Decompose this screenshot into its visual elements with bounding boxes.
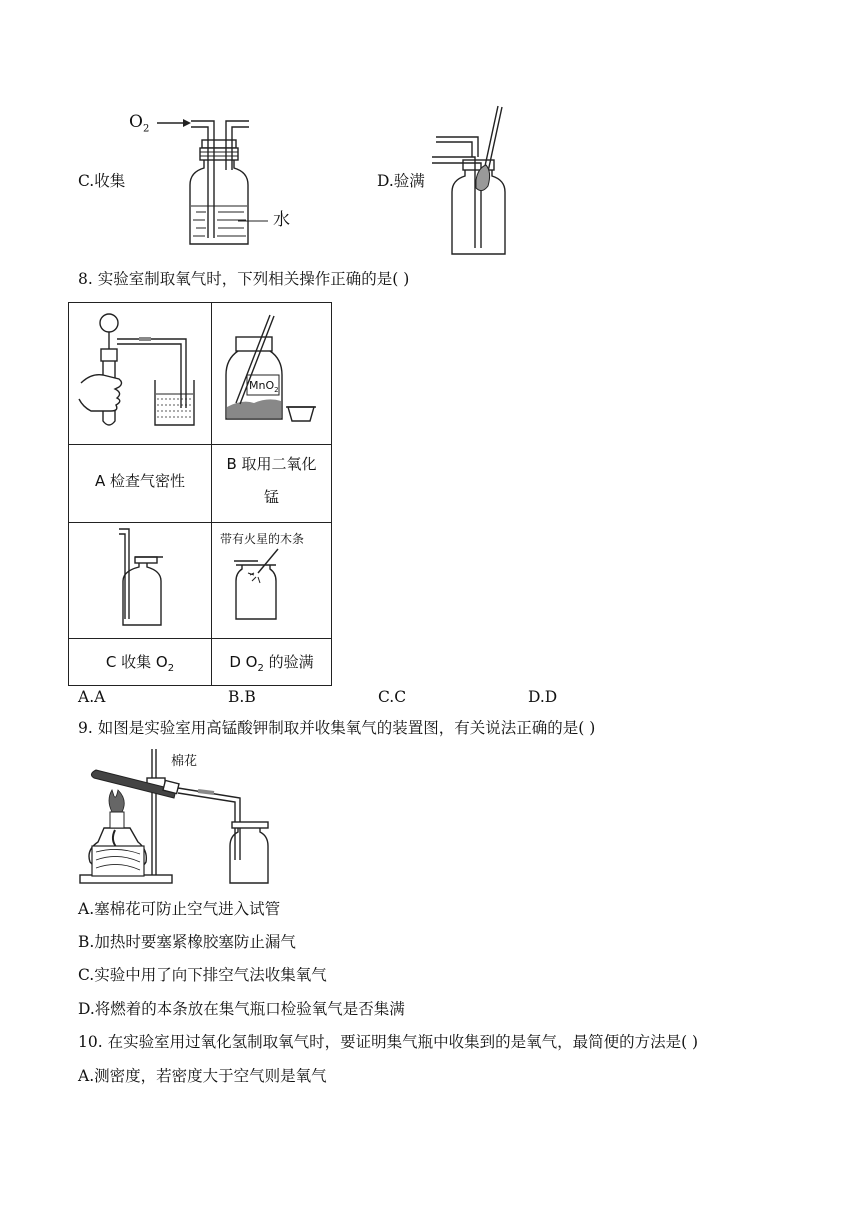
cell-c-subscript: 2: [167, 663, 175, 674]
cotton-label: 棉花: [171, 754, 198, 769]
q9-option-b: B.加热时要塞紧橡胶塞防止漏气: [78, 933, 296, 951]
q9-option-c: C.实验中用了向下排空气法收集氧气: [78, 966, 327, 984]
mno2-text: MnO: [249, 379, 275, 392]
q10-stem: 10. 在实验室用过氧化氢制取氧气时，要证明集气瓶中收集到的是氧气，最简便的方法是( ): [78, 1033, 699, 1051]
cell-b-text-2: 锰: [263, 488, 279, 506]
cell-b-text-1: B 取用二氧化: [226, 455, 317, 473]
o2-text: O: [129, 112, 143, 132]
q9-option-d: D.将燃着的本条放在集气瓶口检验氧气是否集满: [78, 1000, 405, 1018]
cell-d-post: 的验满: [263, 653, 314, 671]
cell-d-subscript: 2: [257, 663, 264, 674]
q8-choice-d: D.D: [528, 688, 558, 706]
water-label: 水: [273, 210, 290, 230]
q7-option-d: D.验满: [377, 172, 425, 190]
q8-choice-a: A.A: [78, 688, 106, 706]
cell-c-main: C 收集 O: [105, 653, 168, 671]
q7-option-c: C.收集: [78, 172, 126, 190]
cell-d-pre: D O: [229, 653, 258, 671]
q9-stem: 9. 如图是实验室用高锰酸钾制取并收集氧气的装置图，有关说法正确的是( ): [78, 719, 596, 737]
cell-a-text: A 检查气密性: [94, 472, 186, 490]
q8-choice-b: B.B: [228, 688, 256, 706]
q8-choice-c: C.C: [378, 688, 407, 706]
q10-option-a: A.测密度，若密度大于空气则是氧气: [78, 1067, 327, 1085]
mno2-subscript: 2: [274, 386, 279, 395]
splint-label: 带有火星的木条: [220, 532, 305, 546]
o2-subscript: 2: [142, 123, 150, 135]
q8-stem: 8. 实验室制取氧气时，下列相关操作正确的是( ): [78, 270, 410, 288]
q9-option-a: A.塞棉花可防止空气进入试管: [78, 900, 281, 918]
